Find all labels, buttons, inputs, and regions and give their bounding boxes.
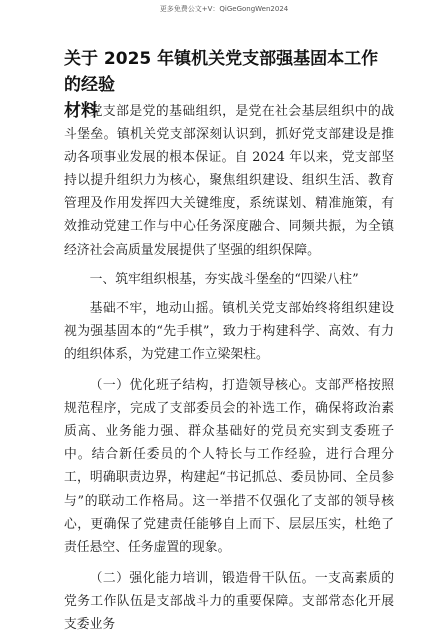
header-note: 更多免费公文+V：QiGeGongWen2024 <box>159 5 289 13</box>
document-body <box>64 100 394 636</box>
paragraph-section-1: 基础不牢，地动山摇。镇机关党支部始终将组织建设视为强基固本的“先手棋”，致力于构建科学、高效、有力的组织体系，为党建工作立梁架柱。 <box>64 300 394 362</box>
title-line-2: 材料 <box>64 101 98 121</box>
title-line-1: 关于 2025 年镇机关党支部强基固本工作的经验 <box>64 49 379 95</box>
paragraph-intro: 党支部是党的基础组织，是党在社会基层组织中的战斗堡垒。镇机关党支部深刻认识到，抓好党支部建设是推动各项事业发展的根本保证。自 2024 年以来，党支部坚持以提升组织力为核心，聚焦组织建设、组织生活、教育管理及作用发挥四大关键维度，系统谋划、精准施策，有效推动党建工作与中心任务深度融合、同频共振，为全镇经济社会高质量发展提供了坚强的组织保障。 <box>64 104 394 258</box>
section-heading-1: 一、筑牢组织根基，夯实战斗堡垒的“四梁八柱” <box>89 271 359 287</box>
paragraph-subsection-1: （一）优化班子结构，打造领导核心。支部严格按照规范程序，完成了支部委员会的补选工作，确保将政治素质高、业务能力强、群众基础好的党员充实到支委班子中。结合新任委员的个人特长与工作经验，进行合理分工，明确职责边界，构建起“书记抓总、委员协同、全员参与”的联动工作格局。这一举措不仅强化了支部的领导核心，更确保了党建责任能够自上而下、层层压实，杜绝了责任悬空、任务虚置的现象。 <box>64 378 394 555</box>
paragraph-subsection-2: （二）强化能力培训，锻造骨干队伍。一支高素质的党务工作队伍是支部战斗力的重要保障。支部常态化开展支委业务 <box>64 570 394 632</box>
